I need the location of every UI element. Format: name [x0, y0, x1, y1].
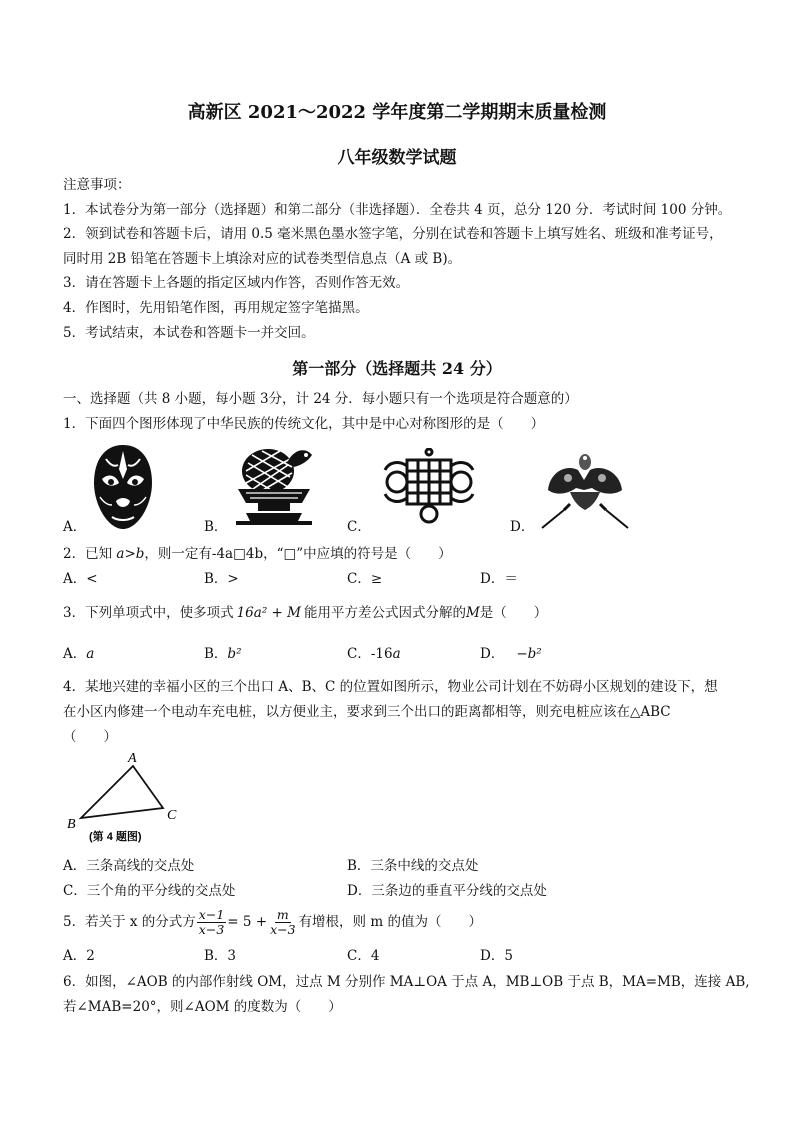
q4-label-b: B: [67, 817, 76, 832]
q1-option-d: D．: [510, 519, 535, 535]
q1-option-b: B．: [204, 519, 228, 535]
opera-mask-image: [92, 443, 154, 531]
q6-line-2: 若∠MAB=20°，则∠AOM 的度数为（ ）: [63, 999, 342, 1015]
flower-basket-image: [232, 443, 318, 531]
q3-option-d: D． −b²: [480, 646, 542, 662]
q3-expression: 16a² + M: [236, 605, 301, 621]
q4-line-2: 在小区内修建一个电动车充电桩，以方便业主，要求到三个出口的距离都相等，则充电桩应该在△ABC: [63, 704, 671, 720]
q5-equals: = 5 +: [227, 914, 268, 930]
q4-line-3: （ ）: [63, 729, 117, 745]
q4-option-b: B．三条中线的交点处: [347, 858, 479, 874]
q2-option-d: D．＝: [480, 571, 518, 587]
q4-label-c: C: [167, 808, 177, 823]
q3-var-m: M: [465, 605, 480, 621]
q3-option-a: A．a: [63, 646, 95, 662]
q4-label-a: A: [128, 751, 137, 766]
q2-option-b: B．>: [204, 571, 239, 587]
exam-title: 高新区 2021～2022 学年度第二学期期末质量检测: [187, 102, 607, 123]
q5-stem-post: 有增根，则 m 的值为（ ）: [298, 914, 482, 930]
q4-option-d: D．三条边的垂直平分线的交点处: [347, 883, 547, 899]
notice-item-1: 1．本试卷分为第一部分（选择题）和第二部分（非选择题）．全卷共 4 页，总分 120 分．考试时间 100 分钟。: [63, 202, 732, 218]
q5-stem-pre: 5．若关于 x 的分式方: [63, 914, 196, 930]
q2-stem-post: ，则一定有-4a□4b，“□”中应填的符号是（ ）: [144, 546, 452, 562]
part1-instructions: 一、选择题（共 8 小题，每小题 3分，计 24 分．每小题只有一个选项是符合题意的）: [63, 391, 578, 407]
q3-option-c: C．-16a: [347, 646, 401, 662]
q5-option-c: C．4: [347, 948, 380, 964]
notice-item-2: 2．领到试卷和答题卡后，请用 0.5 毫米黑色墨水签字笔，分别在试卷和答题卡上填写姓名、班级和准考证号，: [63, 226, 723, 242]
q3-stem-post: 是（ ）: [479, 605, 548, 621]
q5-option-d: D．5: [480, 948, 513, 964]
q3-stem-mid: 能用平方差公式因式分解的: [303, 605, 466, 621]
notice-item-5: 5．考试结束，本试卷和答题卡一并交回。: [63, 325, 315, 341]
q4-option-c: C．三个角的平分线的交点处: [63, 883, 236, 899]
q1-option-c: C．: [347, 519, 371, 535]
q1-stem: 1．下面四个图形体现了中华民族的传统文化，其中是中心对称图形的是（ ）: [63, 416, 545, 432]
q4-option-a: A．三条高线的交点处: [63, 858, 195, 874]
q2-stem-pre: 2．已知: [63, 546, 117, 562]
q4-line-1: 4．某地兴建的幸福小区的三个出口 A、B、C 的位置如图所示，物业公司计划在不妨碍小区规划的建设下，想: [63, 679, 718, 695]
q1-option-a: A．: [63, 519, 87, 535]
chinese-knot-image: [377, 448, 481, 528]
q5-option-a: A．2: [63, 948, 95, 964]
q5-fraction-2: $\frac{m}{x-3}$: [270, 907, 296, 937]
part1-title: 第一部分（选择题共 24 分）: [292, 359, 502, 378]
q2-option-a: A．<: [63, 571, 98, 587]
notice-heading: 注意事项：: [63, 177, 131, 193]
notice-item-4: 4．作图时，先用铅笔作图，再用规定签字笔描黑。: [63, 300, 369, 316]
q2-stem: [63, 545, 452, 563]
q5-stem: [63, 905, 482, 939]
exam-subtitle: 八年级数学试题: [337, 148, 457, 168]
q2-option-c: C．≥: [347, 571, 383, 587]
q4-figure-caption: (第 4 题图): [89, 831, 142, 843]
q4-triangle-figure: [63, 748, 203, 848]
q3-stem-pre: 3．下列单项式中，使多项式: [63, 605, 234, 621]
q3-stem: [63, 604, 547, 622]
q6-line-1: 6．如图，∠AOB 的内部作射线 OM，过点 M 分别作 MA⊥OA 于点 A，MB⊥OB 于点 B，MA=MB，连接 AB,: [63, 974, 750, 990]
notice-item-2-cont: 同时用 2B 铅笔在答题卡上填涂对应的试卷类型信息点（A 或 B)。: [63, 251, 462, 267]
kite-image: [540, 448, 630, 532]
q5-fraction-1: $\frac{x-1}{x-3}$: [198, 907, 225, 937]
notice-item-3: 3．请在答题卡上各题的指定区域内作答，否则作答无效。: [63, 275, 410, 291]
q2-condition: a>b: [116, 546, 145, 562]
q5-option-b: B．3: [204, 948, 237, 964]
q3-option-b: B．b²: [204, 646, 242, 662]
